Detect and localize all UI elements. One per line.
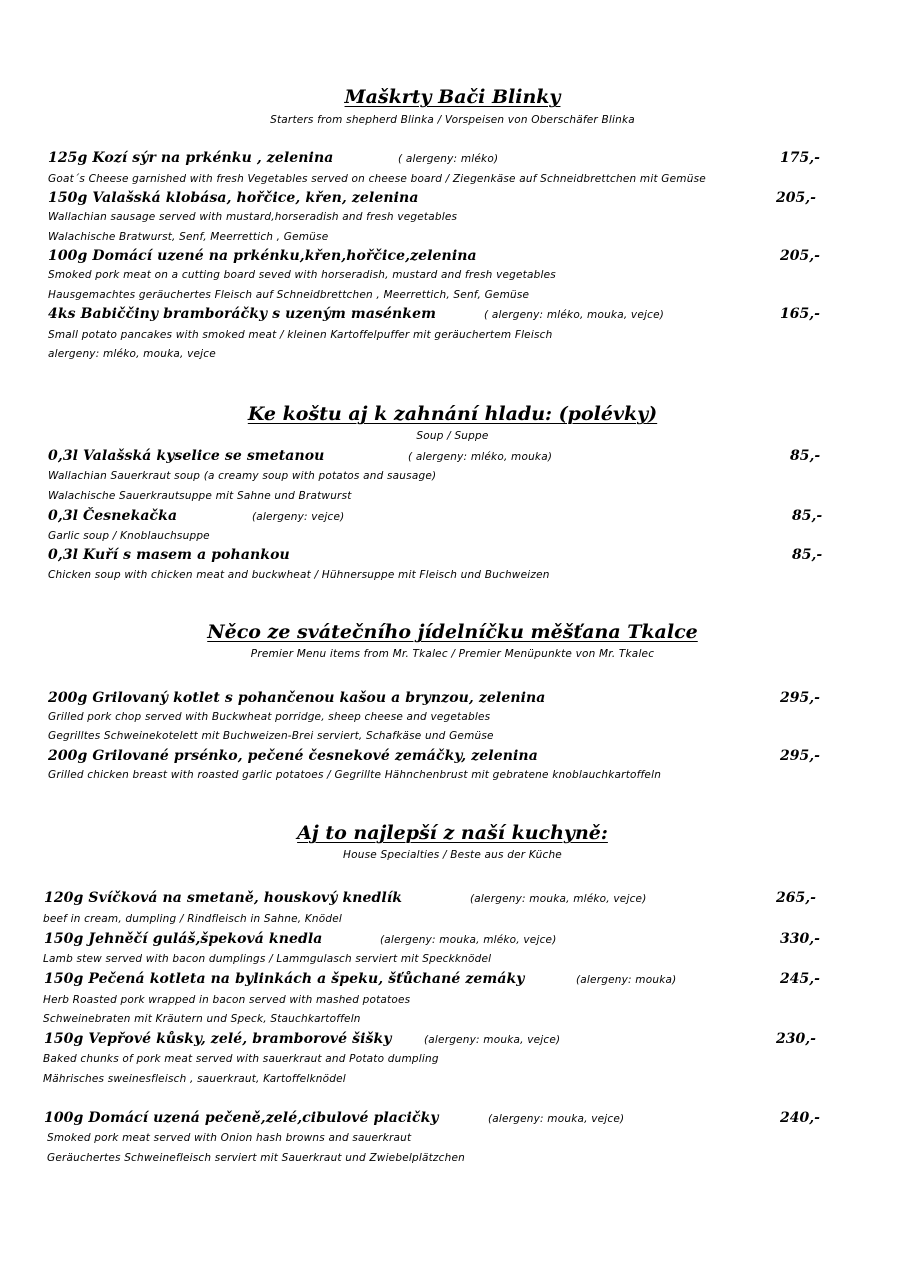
menu-item-description: Wallachian Sauerkraut soup (a creamy soup with potatos and sausage): [48, 470, 437, 482]
menu-item-name: 0,3l Kuří s masem a pohankou: [48, 547, 290, 563]
menu-item-description: Grilled pork chop served with Buckwheat porridge, sheep cheese and vegetables: [48, 711, 491, 723]
menu-item-description: Schweinebraten mit Kräutern und Speck, Stauchkartoffeln: [43, 1013, 361, 1025]
menu-item-description: Goat´s Cheese garnished with fresh Vegetables served on cheese board / Ziegenkäse auf Schneidbrettchen mit Gemüse: [48, 173, 706, 185]
menu-item-price: 85,-: [790, 448, 821, 464]
section-title-starters: Maškrty Bači Blinky: [344, 86, 561, 108]
menu-item-description: Walachische Bratwurst, Senf, Meerrettich , Gemüse: [48, 231, 329, 243]
menu-item-price: 175,-: [780, 150, 820, 166]
menu-item-name: 100g Domácí uzená pečeně,zelé,cibulové placičky: [44, 1110, 439, 1126]
menu-item-price: 205,-: [776, 190, 816, 206]
menu-item-price: 205,-: [780, 248, 820, 264]
menu-item-name: 150g Vepřové kůsky, zelé, bramborové šišky: [44, 1031, 392, 1047]
menu-item-price: 230,-: [776, 1031, 816, 1047]
menu-item-description: Herb Roasted pork wrapped in bacon served with mashed potatoes: [43, 994, 411, 1006]
menu-item-name: 150g Jehněčí guláš,špeková knedla: [44, 931, 323, 947]
menu-item-allergens: ( alergeny: mléko): [398, 153, 499, 165]
menu-item-name: 0,3l Valašská kyselice se smetanou: [48, 448, 325, 464]
menu-item-description: Mährisches sweinesfleisch , sauerkraut, Kartoffelknödel: [43, 1073, 346, 1085]
menu-item-description: Geräuchertes Schweinefleisch serviert mit Sauerkraut und Zwiebelplätzchen: [47, 1152, 465, 1164]
menu-item-name: 125g Kozí sýr na prkénku , zelenina: [48, 150, 334, 166]
menu-item-allergens: (alergeny: mouka): [576, 974, 677, 986]
menu-item-name: 0,3l Česnekačka: [48, 508, 178, 524]
menu-item-price: 240,-: [780, 1110, 820, 1126]
section-title-specialties: Aj to najlepší z naší kuchyně:: [297, 822, 608, 844]
menu-item-description: Smoked pork meat served with Onion hash browns and sauerkraut: [47, 1132, 412, 1144]
menu-item-name: 100g Domácí uzené na prkénku,křen,hořčice,zelenina: [48, 248, 477, 264]
menu-item-name: 200g Grilované prsénko, pečené česnekové zemáčky, zelenina: [48, 748, 538, 764]
menu-item-price: 295,-: [780, 690, 820, 706]
menu-item-description: alergeny: mléko, mouka, vejce: [48, 348, 216, 360]
menu-item-allergens: (alergeny: mouka, mléko, vejce): [380, 934, 557, 946]
menu-item-price: 265,-: [776, 890, 816, 906]
menu-item-description: beef in cream, dumpling / Rindfleisch in Sahne, Knödel: [43, 913, 343, 925]
menu-item-description: Chicken soup with chicken meat and buckwheat / Hühnersuppe mit Fleisch und Buchweizen: [48, 569, 550, 581]
menu-item-allergens: (alergeny: mouka, mléko, vejce): [470, 893, 647, 905]
menu-item-price: 295,-: [780, 748, 820, 764]
menu-item-description: Garlic soup / Knoblauchsuppe: [48, 530, 210, 542]
section-subtitle-soups: Soup / Suppe: [416, 430, 489, 442]
menu-item-name: 200g Grilovaný kotlet s pohančenou kašou a brynzou, zelenina: [48, 690, 546, 706]
menu-item-description: Lamb stew served with bacon dumplings / Lammgulasch serviert mit Speckknödel: [43, 953, 492, 965]
menu-item-price: 330,-: [780, 931, 820, 947]
menu-item-name: 120g Svíčková na smetaně, houskový knedlík: [44, 890, 403, 906]
menu-item-description: Small potato pancakes with smoked meat / kleinen Kartoffelpuffer mit geräuchertem Fleisch: [48, 329, 553, 341]
section-title-soups: Ke koštu aj k zahnání hladu: (polévky): [247, 403, 658, 425]
menu-item-allergens: (alergeny: vejce): [252, 511, 345, 523]
menu-item-allergens: ( alergeny: mléko, mouka): [408, 451, 553, 463]
menu-item-description: Walachische Sauerkrautsuppe mit Sahne und Bratwurst: [48, 490, 352, 502]
menu-item-price: 165,-: [780, 306, 820, 322]
menu-item-description: Grilled chicken breast with roasted garlic potatoes / Gegrillte Hähnchenbrust mit gebratene knoblauchkartoffeln: [48, 769, 662, 781]
section-title-premier: Něco ze svátečního jídelníčku měšťana Tkalce: [207, 621, 698, 643]
menu-item-description: Wallachian sausage served with mustard,horseradish and fresh vegetables: [48, 211, 458, 223]
section-subtitle-specialties: House Specialties / Beste aus der Küche: [343, 849, 562, 861]
menu-item-price: 85,-: [792, 508, 823, 524]
menu-item-name: 150g Valašská klobása, hořčice, křen, zelenina: [48, 190, 419, 206]
section-subtitle-premier: Premier Menu items from Mr. Tkalec / Premier Menüpunkte von Mr. Tkalec: [250, 648, 655, 660]
menu-item-price: 245,-: [780, 971, 820, 987]
menu-item-name: 150g Pečená kotleta na bylinkách a špeku, šťůchané zemáky: [44, 971, 525, 987]
section-subtitle-starters: Starters from shepherd Blinka / Vorspeisen von Oberschäfer Blinka: [270, 114, 635, 126]
menu-item-description: Baked chunks of pork meat served with sauerkraut and Potato dumpling: [43, 1053, 439, 1065]
menu-item-allergens: (alergeny: mouka, vejce): [424, 1034, 561, 1046]
menu-item-name: 4ks Babiččiny bramboráčky s uzeným masénkem: [48, 306, 436, 322]
menu-item-allergens: (alergeny: mouka, vejce): [488, 1113, 625, 1125]
menu-item-description: Gegrilltes Schweinekotelett mit Buchweizen-Brei serviert, Schafkäse und Gemüse: [48, 730, 494, 742]
menu-item-description: Smoked pork meat on a cutting board seved with horseradish, mustard and fresh vegetables: [48, 269, 556, 281]
menu-item-allergens: ( alergeny: mléko, mouka, vejce): [484, 309, 665, 321]
menu-item-description: Hausgemachtes geräuchertes Fleisch auf Schneidbrettchen , Meerrettich, Senf, Gemüse: [48, 289, 530, 301]
menu-item-price: 85,-: [792, 547, 823, 563]
